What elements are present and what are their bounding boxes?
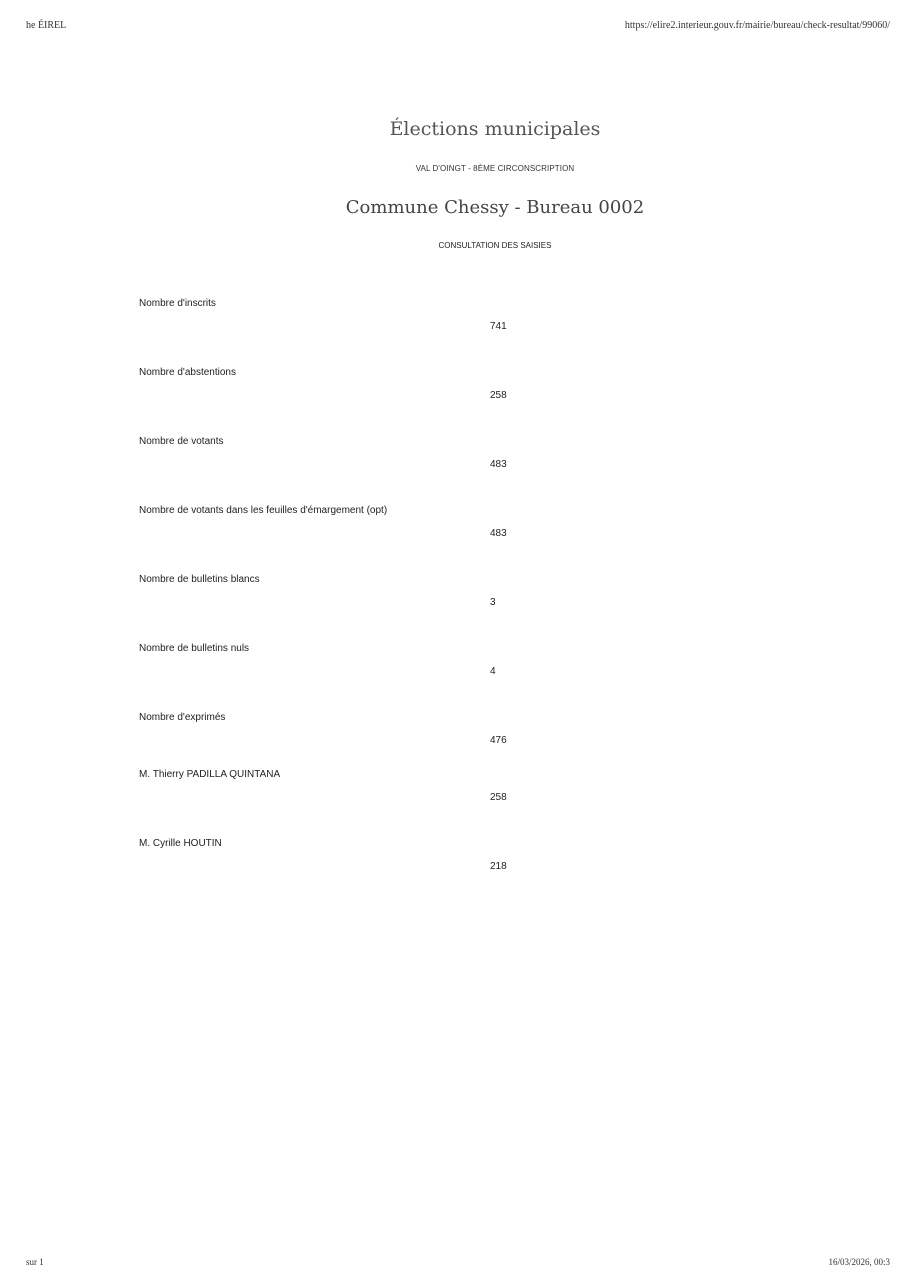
candidate-name: M. Thierry PADILLA QUINTANA <box>139 769 281 780</box>
result-value: 741 <box>490 321 507 332</box>
result-label: Nombre de votants dans les feuilles d'émargement (opt) <box>139 505 388 516</box>
candidate-name: M. Cyrille HOUTIN <box>139 838 222 849</box>
section-label: CONSULTATION DES SAISIES <box>438 241 552 250</box>
result-row-bulletins-blancs <box>139 574 839 634</box>
candidate-votes: 218 <box>490 861 507 872</box>
result-row-inscrits <box>139 298 839 358</box>
result-row-votants-emargement <box>139 505 839 565</box>
result-label: Nombre de bulletins blancs <box>139 574 260 585</box>
result-label: Nombre d'exprimés <box>139 712 226 723</box>
result-row-votants <box>139 436 839 496</box>
result-row-exprimes <box>139 712 839 772</box>
commune-bureau-title: Commune Chessy - Bureau 0002 <box>345 197 645 218</box>
result-value: 4 <box>490 666 496 677</box>
result-label: Nombre de bulletins nuls <box>139 643 250 654</box>
result-row-candidate <box>139 838 839 898</box>
result-value: 258 <box>490 390 507 401</box>
page-title: Élections municipales <box>389 118 601 140</box>
result-label: Nombre de votants <box>139 436 224 447</box>
result-label: Nombre d'inscrits <box>139 298 216 309</box>
result-label: Nombre d'abstentions <box>139 367 236 378</box>
result-value: 476 <box>490 735 507 746</box>
result-value: 483 <box>490 528 507 539</box>
print-header-title: he ÉIREL <box>26 20 67 31</box>
result-value: 483 <box>490 459 507 470</box>
result-row-bulletins-nuls <box>139 643 839 703</box>
circonscription-subtitle: VAL D'OINGT - 8ÈME CIRCONSCRIPTION <box>415 164 575 173</box>
print-footer-timestamp: 16/03/2026, 00:3 <box>828 1257 890 1267</box>
result-row-abstentions <box>139 367 839 427</box>
print-footer-page: sur 1 <box>26 1257 44 1267</box>
result-value: 3 <box>490 597 496 608</box>
print-header-url: https://elire2.interieur.gouv.fr/mairie/bureau/check-resultat/99060/ <box>624 20 890 31</box>
result-row-candidate <box>139 769 839 829</box>
candidate-votes: 258 <box>490 792 507 803</box>
